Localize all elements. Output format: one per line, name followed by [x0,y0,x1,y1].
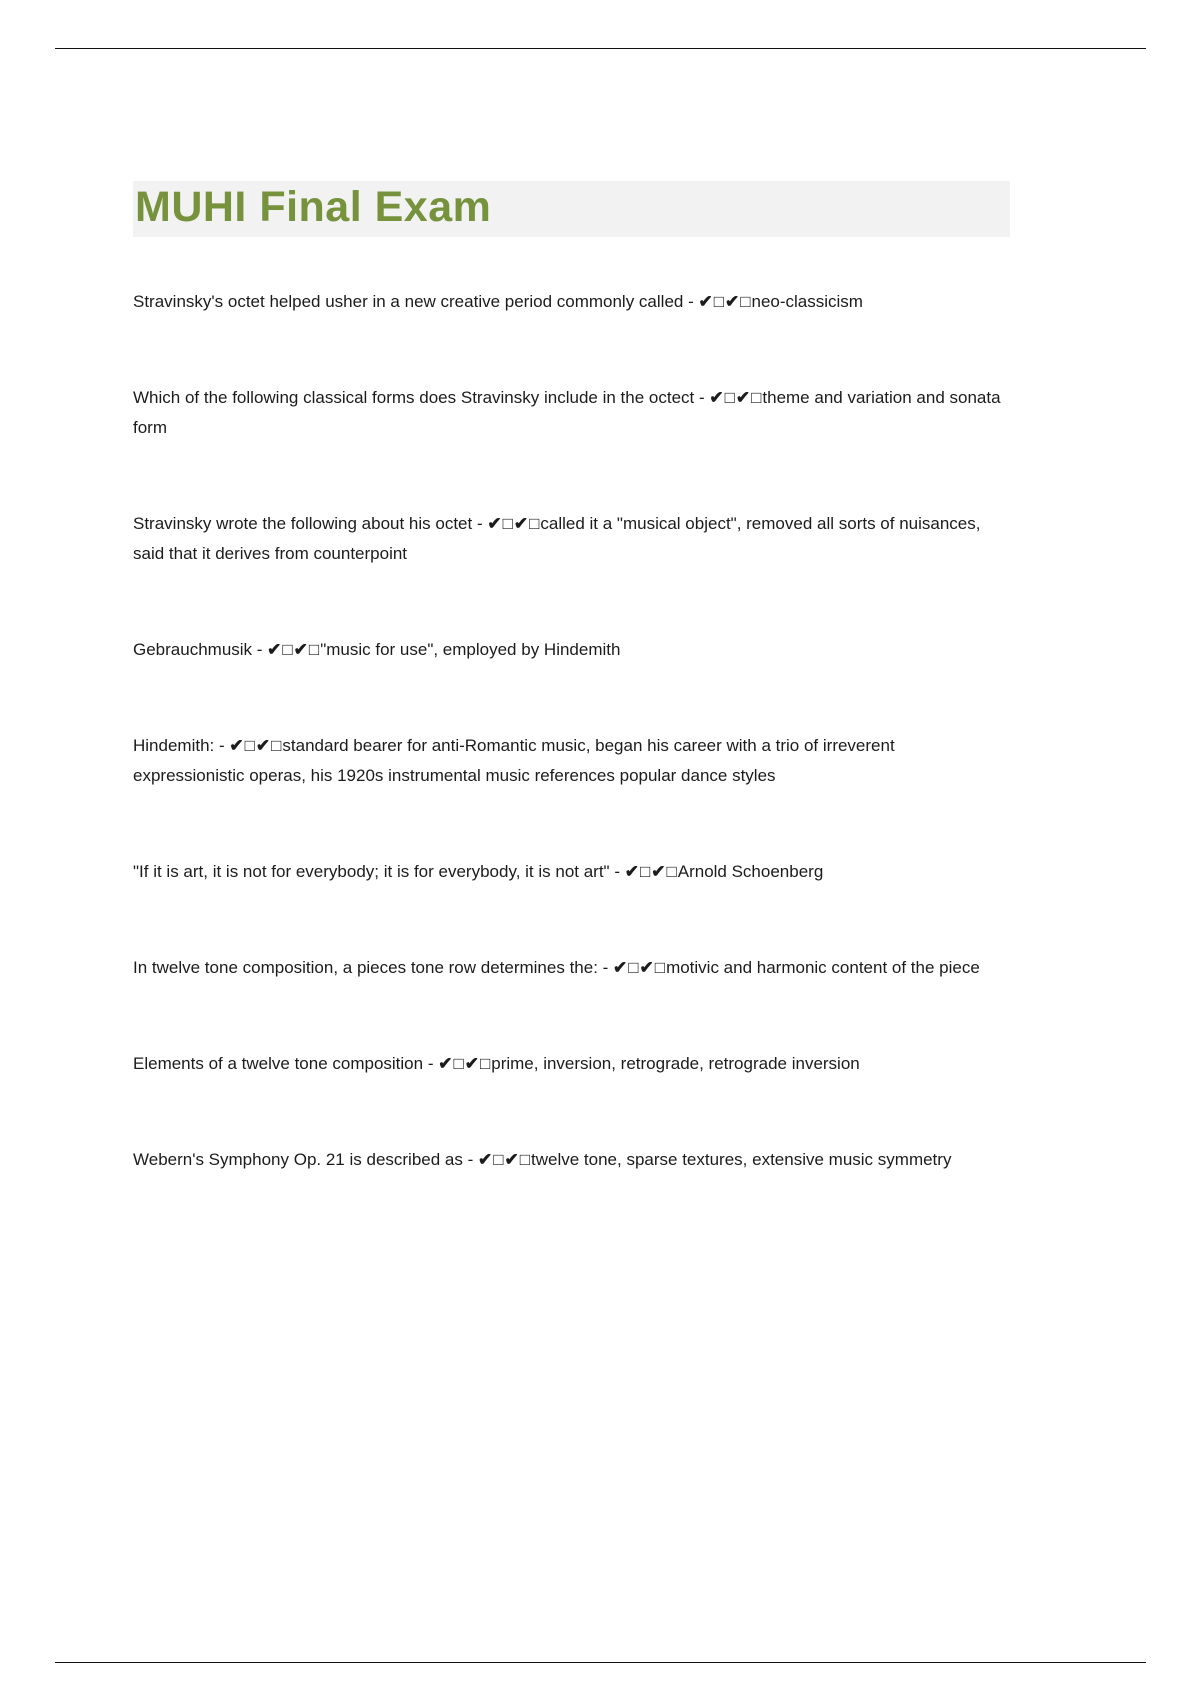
checkmark-marker-icon: ✔□✔□ [698,292,752,311]
answer-text: theme and variation and sonata form [133,388,1001,437]
question-answer-item [133,1049,1010,1079]
answer-text: called it a "musical object", removed all sorts of nuisances, said that it derives from counterpoint [133,514,981,563]
answer-text: standard bearer for anti-Romantic music, began his career with a trio of irreverent expressionistic operas, his 1920s instrumental music references popular dance styles [133,736,895,785]
checkmark-marker-icon: ✔□✔□ [709,388,763,407]
answer-text: neo-classicism [751,292,863,311]
answer-text: prime, inversion, retrograde, retrograde inversion [491,1054,860,1073]
checkmark-marker-icon: ✔□✔□ [438,1054,492,1073]
answer-text: Arnold Schoenberg [677,862,824,881]
question-text: Elements of a twelve tone composition - [133,1054,439,1073]
document-body [133,181,1010,1241]
question-answer-item [133,509,1010,569]
question-text: Hindemith: - [133,736,230,755]
question-answer-item [133,953,1010,983]
answer-text: motivic and harmonic content of the piece [666,958,980,977]
checkmark-marker-icon: ✔□✔□ [624,862,678,881]
question-answer-item [133,857,1010,887]
question-text: Stravinsky wrote the following about his octet - [133,514,488,533]
question-text: Stravinsky's octet helped usher in a new creative period commonly called - [133,292,699,311]
footer-rule [55,1662,1146,1663]
checkmark-marker-icon: ✔□✔□ [267,640,321,659]
question-answer-item [133,731,1010,791]
answer-text: "music for use", employed by Hindemith [320,640,621,659]
question-answer-item [133,635,1010,665]
question-answer-item [133,383,1010,443]
checkmark-marker-icon: ✔□✔□ [613,958,667,977]
header-rule [55,48,1146,49]
question-answer-item [133,287,1010,317]
question-text: Which of the following classical forms does Stravinsky include in the octect - [133,388,710,407]
question-answer-item [133,1145,1010,1175]
question-text: Webern's Symphony Op. 21 is described as - [133,1150,478,1169]
checkmark-marker-icon: ✔□✔□ [229,736,283,755]
page-title: MUHI Final Exam [135,183,492,231]
question-text: In twelve tone composition, a pieces tone row determines the: - [133,958,614,977]
title-highlight-bar [133,181,1010,237]
checkmark-marker-icon: ✔□✔□ [487,514,541,533]
answer-text: twelve tone, sparse textures, extensive music symmetry [531,1150,952,1169]
checkmark-marker-icon: ✔□✔□ [477,1150,532,1169]
question-text: "If it is art, it is not for everybody; it is for everybody, it is not art" - [133,862,625,881]
question-text: Gebrauchmusik - [133,640,268,659]
